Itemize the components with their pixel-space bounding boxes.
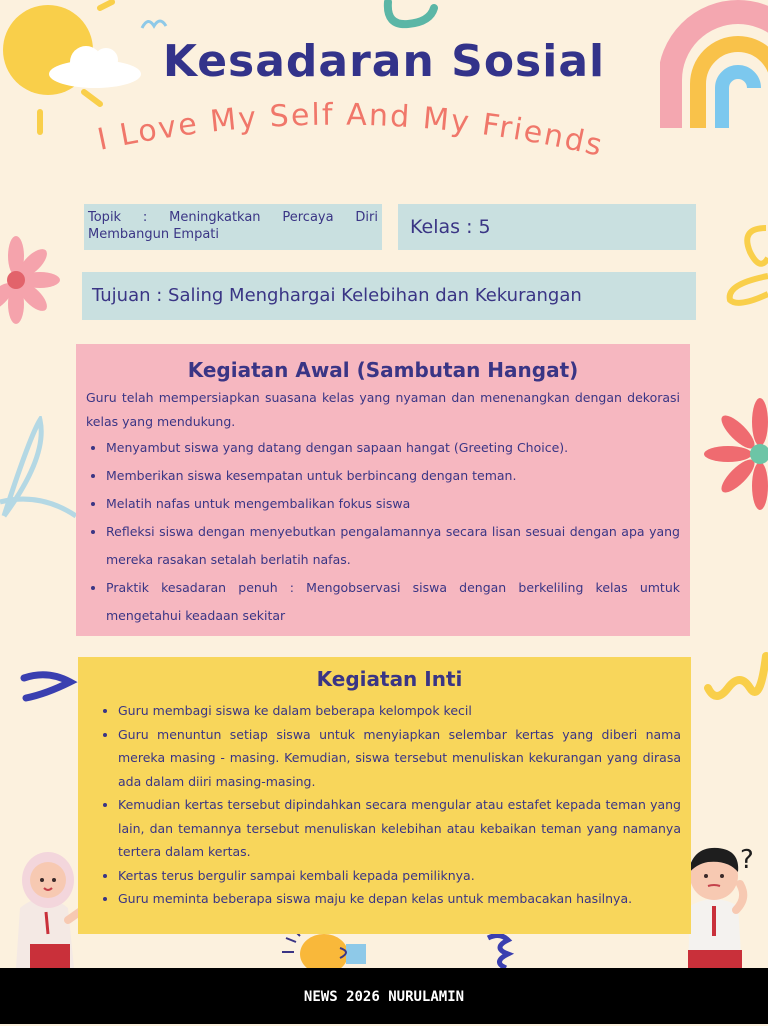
list-item: • Menyambut siswa yang datang dengan sapaan hangat (Greeting Choice). bbox=[106, 434, 680, 462]
blue-wave-decoration bbox=[138, 14, 178, 34]
blue-leaf-decoration bbox=[0, 416, 80, 536]
kegiatan-awal-title: Kegiatan Awal (Sambutan Hangat) bbox=[187, 358, 579, 382]
tujuan-text: Tujuan : Saling Menghargai Kelebihan dan Kekurangan bbox=[92, 285, 582, 306]
svg-text:I Love My Self And My Friends bbox=[94, 98, 607, 164]
list-item: • Guru menuntun setiap siswa untuk menyiapkan selembar kertas yang diberi nama mereka masing - masing. Kemudian, siswa tersebut menuliskan kekurangan yang dirasa ada dalam diiri masing-masing. bbox=[118, 723, 681, 794]
kelas-box bbox=[398, 204, 696, 250]
navy-squiggle-decoration bbox=[18, 668, 78, 708]
tujuan-box bbox=[82, 272, 696, 320]
topik-text: Topik : Meningkatkan Percaya Diri Membangun Empati bbox=[88, 210, 378, 242]
yellow-wave-decoration bbox=[700, 648, 768, 708]
kegiatan-awal-intro: Guru telah mempersiapkan suasana kelas yang nyaman dan menenangkan dengan dekorasi kelas yang mendukung. bbox=[86, 390, 680, 429]
question-mark: ? bbox=[740, 845, 754, 875]
kelas-text: Kelas : 5 bbox=[410, 216, 491, 238]
list-item: • Memberikan siswa kesempatan untuk berbincang dengan teman. bbox=[106, 462, 680, 490]
page-title: Kesadaran Sosial bbox=[162, 36, 606, 87]
list-item: • Praktik kesadaran penuh : Mengobservasi siswa dengan berkeliling kelas umtuk mengetahui keadaan sekitar bbox=[106, 574, 680, 630]
yellow-loop-decoration bbox=[720, 208, 768, 318]
footer-text: NEWS 2026 NURULAMIN bbox=[303, 989, 465, 1005]
subtitle: I Love My Self And My Friends bbox=[94, 97, 607, 165]
footer-bar bbox=[0, 968, 768, 1024]
kegiatan-inti-list bbox=[98, 699, 681, 911]
kegiatan-awal-list bbox=[86, 434, 680, 630]
list-item: • Kemudian kertas tersebut dipindahkan secara mengular atau estafet kepada teman yang lain, dan temannya tersebut menuliskan kelebihan atau kebaikan teman yang namanya tertera dalam kertas. bbox=[118, 793, 681, 864]
navy-zigzag-decoration bbox=[484, 932, 514, 972]
list-item: • Guru meminta beberapa siswa maju ke depan kelas untuk membacakan hasilnya. bbox=[118, 887, 681, 911]
subtitle-arc bbox=[80, 92, 680, 202]
red-flower-decoration bbox=[700, 396, 768, 516]
green-squiggle-decoration bbox=[380, 0, 450, 40]
kegiatan-inti-title: Kegiatan Inti bbox=[316, 667, 463, 691]
list-item: • Refleksi siswa dengan menyebutkan pengalamannya secara lisan sesuai dengan apa yang mereka rasakan setalah berlatih nafas. bbox=[106, 518, 680, 574]
topik-box bbox=[84, 204, 382, 250]
kegiatan-awal-card bbox=[76, 344, 690, 636]
list-item: • Guru membagi siswa ke dalam beberapa kelompok kecil bbox=[118, 699, 681, 723]
pink-flower-decoration bbox=[0, 232, 60, 332]
list-item: • Melatih nafas untuk mengembalikan fokus siswa bbox=[106, 490, 680, 518]
list-item: • Kertas terus bergulir sampai kembali kepada pemiliknya. bbox=[118, 864, 681, 888]
kegiatan-inti-card bbox=[78, 657, 691, 934]
